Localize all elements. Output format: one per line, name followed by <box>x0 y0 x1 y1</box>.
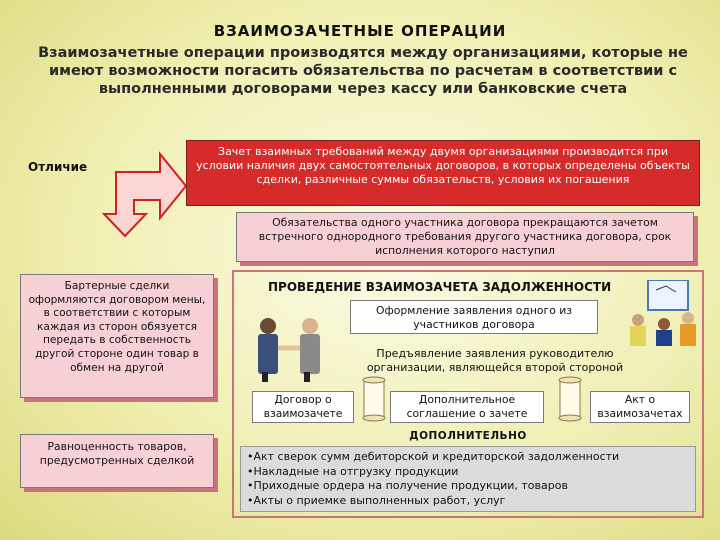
branch-arrow-icon <box>100 136 200 240</box>
list-item: •Приходные ордера на получение продукции, товаров <box>247 479 568 493</box>
handshake-illustration-icon <box>244 312 336 382</box>
offset-definition-box: Зачет взаимных требований между двумя организациями производится при условии наличия двух самостоятельных договоров, в которых определены объекты сделки, различные суммы обязательств, условия их погашения <box>186 140 700 206</box>
doc-additional-agreement: Дополнительное соглашение о зачете <box>390 391 544 423</box>
equivalence-box: Равноценность товаров, предусмотренных сделкой <box>20 434 214 488</box>
obligation-box: Обязательства одного участника договора прекращаются зачетом встречного однородного требования другого участника договора, срок исполнения которого наступил <box>236 212 694 262</box>
step-application-box: Оформление заявления одного из участников договора <box>350 300 598 334</box>
difference-label: Отличие <box>28 160 88 174</box>
scroll-icon <box>556 376 584 422</box>
intro-text: Взаимозачетные операции производятся между организациями, которые не имеют возможности погасить обязательства по расчетам в соответствии с выполненными договорами через кассу или банковские счета <box>38 45 688 97</box>
scroll-icon <box>360 376 388 422</box>
doc-offset-act: Акт о взаимозачетах <box>590 391 690 423</box>
page-title: ВЗАИМОЗАЧЕТНЫЕ ОПЕРАЦИИ <box>213 22 507 40</box>
list-item: •Акты о приемке выполненных работ, услуг <box>247 493 506 507</box>
barter-box: Бартерные сделки оформляются договором мены, в соответствии с которым каждая из сторон обязуется передать в собственность другой стороне один товар в обмен на другой <box>20 274 214 398</box>
doc-offset-agreement: Договор о взаимозачете <box>252 391 354 423</box>
step-presentation-text: Предъявление заявления руководителю организации, являющейся второй стороной <box>366 347 624 374</box>
additional-list <box>240 446 696 512</box>
list-item: •Накладные на отгрузку продукции <box>247 464 459 478</box>
additional-label: ДОПОЛНИТЕЛЬНО <box>409 430 527 442</box>
procedure-heading: ПРОВЕДЕНИЕ ВЗАИМОЗАЧЕТА ЗАДОЛЖЕННОСТИ <box>268 280 612 294</box>
meeting-illustration-icon <box>626 280 702 346</box>
list-item: •Акт сверок сумм дебиторской и кредиторской задолженности <box>247 450 620 463</box>
